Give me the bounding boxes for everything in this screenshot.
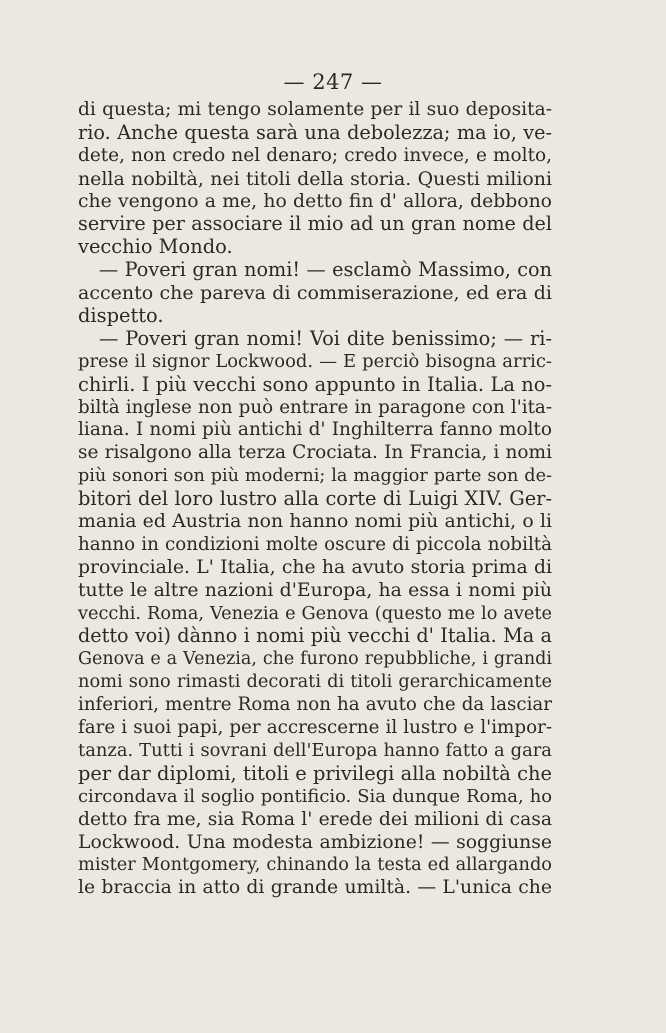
text-line: bitori del loro lustro alla corte di Luigi XIV. Ger- (78, 487, 552, 511)
text-line: — Poveri gran nomi! Voi dite benissimo; — ri- (99, 326, 552, 350)
text-line: fare i suoi papi, per accrescerne il lustro e l'impor- (78, 717, 552, 739)
text-line: vecchio Mondo. (78, 235, 233, 259)
text-line: mister Montgomery, chinando la testa ed allargando (78, 855, 552, 876)
text-line: tanza. Tutti i sovrani dell'Europa hanno fatto a gara (78, 739, 552, 761)
text-line: rio. Anche questa sarà una debolezza; ma io, ve- (78, 120, 552, 144)
body-text (78, 99, 552, 900)
text-line: provinciale. L' Italia, che ha avuto storia prima di (78, 556, 552, 578)
text-line: accento che pareva di commiserazione, ed era di (78, 282, 552, 305)
text-line: vecchi. Roma, Venezia e Genova (questo me lo avete (78, 603, 552, 624)
text-line: tutte le altre nazioni d'Europa, ha essa i nomi più (78, 579, 552, 601)
text-line: Lockwood. Una modesta ambizione! — soggiunse (78, 831, 552, 853)
text-line: — Poveri gran nomi! — esclamò Massimo, con (99, 258, 552, 282)
text-line: se risalgono alla terza Crociata. In Francia, i nomi (78, 442, 552, 464)
text-line: servire per associare il mio ad un gran nome del (78, 212, 552, 236)
text-line: biltà inglese non può entrare in paragone con l'ita- (78, 396, 552, 418)
text-line: hanno in condizioni molte oscure di piccola nobiltà (78, 533, 552, 555)
text-line: di questa; mi tengo solamente per il suo deposita- (78, 99, 552, 120)
text-line: prese il signor Lockwood. — E perciò bisogna arric- (78, 350, 552, 372)
text-line: Genova e a Venezia, che furono repubbliche, i grandi (78, 649, 552, 670)
text-line: chirli. I più vecchi sono appunto in Italia. La no- (78, 372, 552, 396)
text-line: detto voi) dànno i nomi più vecchi d' Italia. Ma a (78, 624, 552, 648)
text-line: dete, non credo nel denaro; credo invece, e molto, (78, 144, 552, 166)
text-line: che vengono a me, ho detto fin d' allora, debbono (78, 190, 552, 212)
text-line: liana. I nomi più antichi d' Inghilterra fanno molto (78, 419, 552, 441)
text-line: nomi sono rimasti decorati di titoli gerarchicamente (78, 671, 552, 693)
text-line: detto fra me, sia Roma l' erede dei milioni di casa (78, 808, 552, 830)
text-line: le braccia in atto di grande umiltà. — L'unica che (78, 877, 552, 899)
text-line: circondava il soglio pontificio. Sia dunque Roma, ho (78, 785, 552, 807)
text-line: mania ed Austria non hanno nomi più antichi, o li (78, 511, 552, 533)
text-line: dispetto. (78, 304, 164, 328)
page-number: — 247 — (283, 70, 383, 94)
text-line: inferiori, mentre Roma non ha avuto che da lasciar (78, 694, 552, 716)
text-line: nella nobiltà, nei titoli della storia. Questi milioni (78, 167, 552, 190)
text-line: per dar diplomi, titoli e privilegi alla nobiltà che (78, 761, 552, 785)
text-line: più sonori son più moderni; la maggior parte son de- (78, 466, 552, 487)
